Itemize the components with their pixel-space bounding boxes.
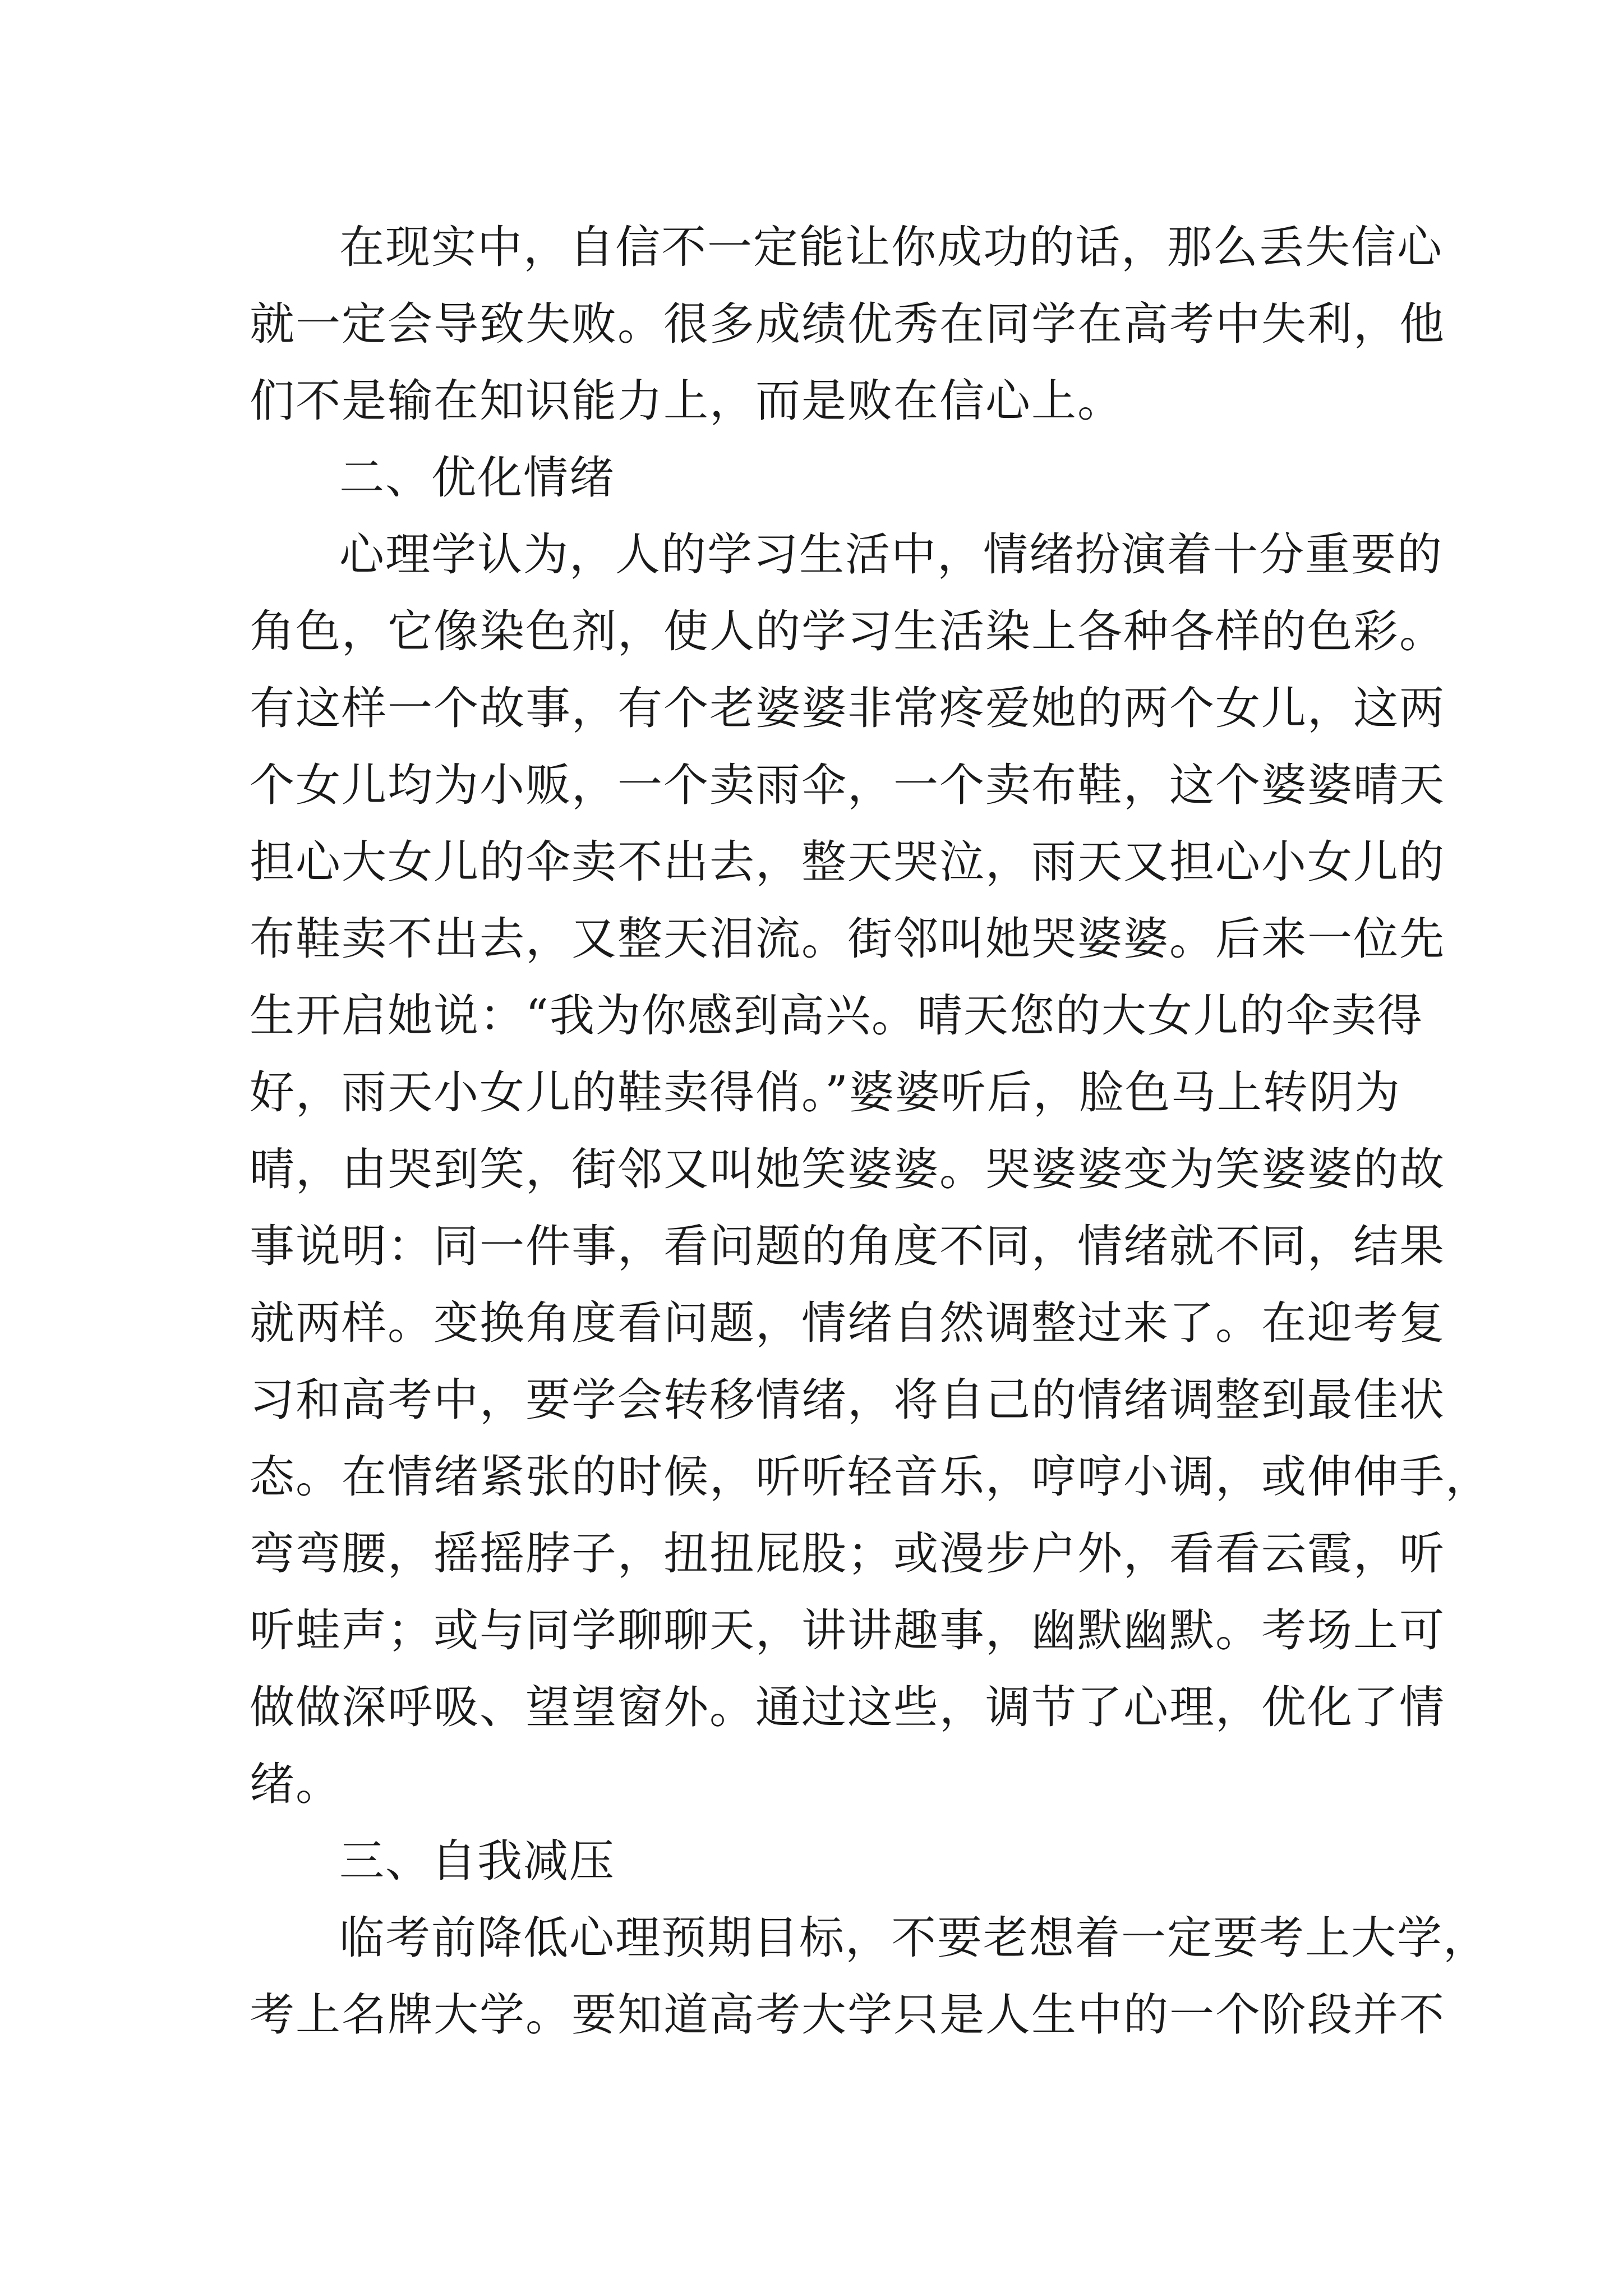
paragraph-line: 绪。 [250, 1758, 342, 1810]
document-body [250, 209, 1491, 2053]
paragraph-line: 个女儿均为小贩，一个卖雨伞，一个卖布鞋，这个婆婆晴天 [250, 759, 1445, 811]
paragraph-line: 角色，它像染色剂，使人的学习生活染上各种各样的色彩。 [250, 605, 1445, 657]
paragraph-line: 事说明：同一件事，看问题的角度不同，情绪就不同，结果 [250, 1220, 1445, 1272]
paragraph-line: 弯弯腰，摇摇脖子，扭扭屁股；或漫步户外，看看云霞，听 [250, 1527, 1445, 1580]
paragraph-line: 就两样。变换角度看问题，情绪自然调整过来了。在迎考复 [250, 1297, 1445, 1349]
paragraph-line: 们不是输在知识能力上，而是败在信心上。 [250, 375, 1123, 427]
paragraph-line: 布鞋卖不出去，又整天泪流。街邻叫她哭婆婆。后来一位先 [250, 913, 1445, 965]
section-heading: 二、优化情绪 [339, 452, 615, 504]
paragraph-line: 在现实中，自信不一定能让你成功的话，那么丢失信心 [339, 221, 1443, 273]
paragraph-line: 习和高考中，要学会转移情绪，将自己的情绪调整到最佳状 [250, 1374, 1445, 1426]
paragraph-line: 生开启她说：“我为你感到高兴。晴天您的大女儿的伞卖得 [250, 990, 1423, 1042]
paragraph-line: 做做深呼吸、望望窗外。通过这些，调节了心理，优化了情 [250, 1681, 1445, 1733]
paragraph-line: 考上名牌大学。要知道高考大学只是人生中的一个阶段并不 [250, 1989, 1445, 2041]
paragraph-line: 临考前降低心理预期目标，不要老想着一定要考上大学， [339, 1912, 1489, 1964]
paragraph-line: 晴，由哭到笑，街邻又叫她笑婆婆。哭婆婆变为笑婆婆的故 [250, 1143, 1445, 1195]
paragraph-line: 就一定会导致失败。很多成绩优秀在同学在高考中失利，他 [250, 298, 1445, 350]
paragraph-line: 担心大女儿的伞卖不出去，整天哭泣，雨天又担心小女儿的 [250, 836, 1445, 888]
paragraph-line: 好，雨天小女儿的鞋卖得俏。”婆婆听后，脸色马上转阴为 [250, 1066, 1401, 1119]
paragraph-line: 态。在情绪紧张的时候，听听轻音乐，哼哼小调，或伸伸手， [250, 1451, 1491, 1503]
section-heading: 三、自我减压 [339, 1835, 615, 1887]
paragraph-line: 听蛙声；或与同学聊聊天，讲讲趣事，幽默幽默。考场上可 [250, 1604, 1445, 1657]
paragraph-line: 有这样一个故事，有个老婆婆非常疼爱她的两个女儿，这两 [250, 682, 1445, 734]
paragraph-line: 心理学认为，人的学习生活中，情绪扮演着十分重要的 [339, 528, 1443, 581]
